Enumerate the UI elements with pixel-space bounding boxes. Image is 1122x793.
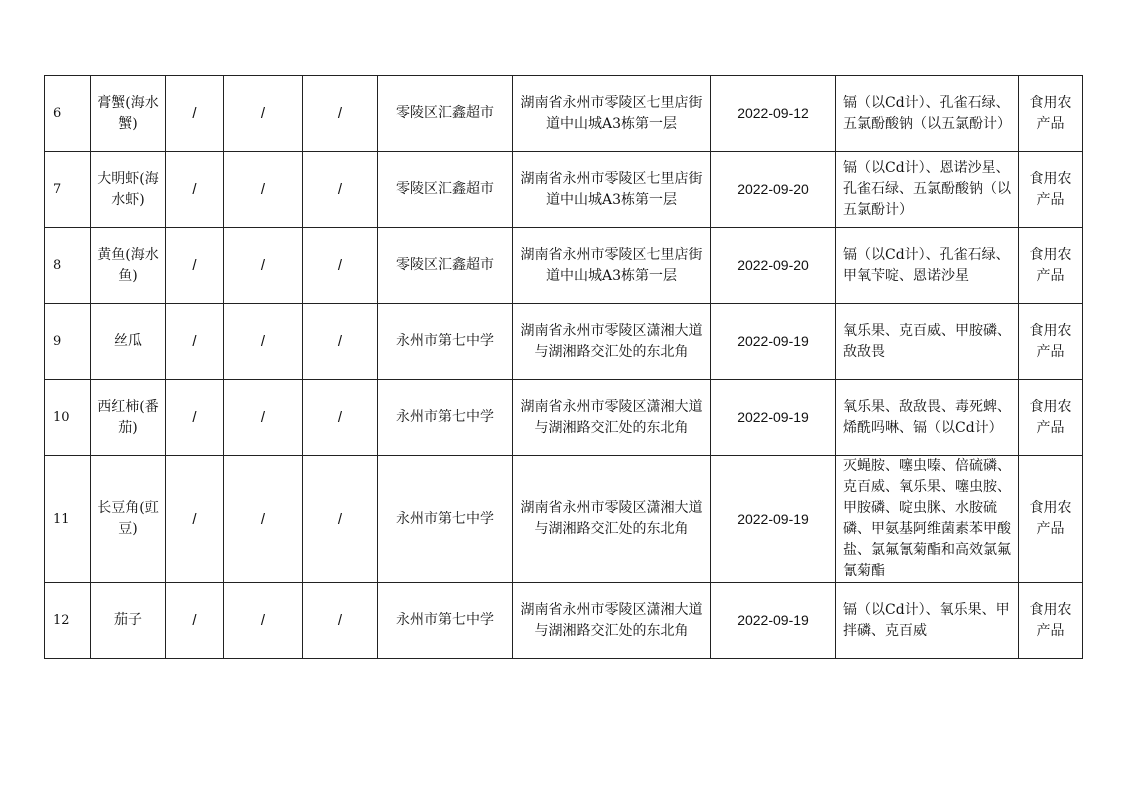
unit-address: 湖南省永州市零陵区潇湘大道与湖湘路交汇处的东北角 xyxy=(513,456,711,583)
cell-empty-marker: / xyxy=(224,304,303,380)
row-seq: 8 xyxy=(45,228,91,304)
cell-empty-marker: / xyxy=(224,380,303,456)
sample-date: 2022-09-20 xyxy=(711,152,836,228)
sample-date: 2022-09-19 xyxy=(711,456,836,583)
test-items: 镉（以Cd计）、孔雀石绿、五氯酚酸钠（以五氯酚计） xyxy=(836,76,1019,152)
food-category: 食用农产品 xyxy=(1019,583,1083,659)
food-category: 食用农产品 xyxy=(1019,380,1083,456)
table-row xyxy=(45,228,1083,304)
row-seq: 11 xyxy=(45,456,91,583)
sample-date: 2022-09-12 xyxy=(711,76,836,152)
cell-empty-marker: / xyxy=(166,304,224,380)
food-category: 食用农产品 xyxy=(1019,456,1083,583)
cell-empty-marker: / xyxy=(166,380,224,456)
table-row xyxy=(45,76,1083,152)
unit-address: 湖南省永州市零陵区潇湘大道与湖湘路交汇处的东北角 xyxy=(513,583,711,659)
row-seq: 6 xyxy=(45,76,91,152)
sampled-unit: 永州市第七中学 xyxy=(378,456,513,583)
sampled-unit: 永州市第七中学 xyxy=(378,304,513,380)
unit-address: 湖南省永州市零陵区七里店街道中山城A3栋第一层 xyxy=(513,152,711,228)
sampled-unit: 零陵区汇鑫超市 xyxy=(378,152,513,228)
sampled-unit: 永州市第七中学 xyxy=(378,380,513,456)
row-seq: 10 xyxy=(45,380,91,456)
sampled-unit: 永州市第七中学 xyxy=(378,583,513,659)
unit-address: 湖南省永州市零陵区潇湘大道与湖湘路交汇处的东北角 xyxy=(513,304,711,380)
row-seq: 9 xyxy=(45,304,91,380)
sample-name: 黄鱼(海水鱼) xyxy=(91,228,166,304)
sample-date: 2022-09-20 xyxy=(711,228,836,304)
food-category: 食用农产品 xyxy=(1019,228,1083,304)
cell-empty-marker: / xyxy=(166,76,224,152)
cell-empty-marker: / xyxy=(224,228,303,304)
cell-empty-marker: / xyxy=(303,152,378,228)
cell-empty-marker: / xyxy=(166,583,224,659)
sample-name: 大明虾(海水虾) xyxy=(91,152,166,228)
sample-name: 丝瓜 xyxy=(91,304,166,380)
table-row xyxy=(45,380,1083,456)
cell-empty-marker: / xyxy=(166,456,224,583)
food-category: 食用农产品 xyxy=(1019,76,1083,152)
sample-name: 西红柿(番茄) xyxy=(91,380,166,456)
unit-address: 湖南省永州市零陵区潇湘大道与湖湘路交汇处的东北角 xyxy=(513,380,711,456)
cell-empty-marker: / xyxy=(224,152,303,228)
table-row xyxy=(45,152,1083,228)
cell-empty-marker: / xyxy=(303,456,378,583)
row-seq: 7 xyxy=(45,152,91,228)
food-category: 食用农产品 xyxy=(1019,152,1083,228)
table-row xyxy=(45,583,1083,659)
row-seq: 12 xyxy=(45,583,91,659)
sample-name: 长豆角(豇豆) xyxy=(91,456,166,583)
test-items: 灭蝇胺、噻虫嗪、倍硫磷、克百威、氧乐果、噻虫胺、甲胺磷、啶虫脒、水胺硫磷、甲氨基阿维菌素苯甲酸盐、氯氟氰菊酯和高效氯氟氰菊酯 xyxy=(836,456,1019,583)
sampled-unit: 零陵区汇鑫超市 xyxy=(378,76,513,152)
cell-empty-marker: / xyxy=(303,583,378,659)
test-items: 镉（以Cd计）、恩诺沙星、孔雀石绿、五氯酚酸钠（以五氯酚计） xyxy=(836,152,1019,228)
sample-name: 茄子 xyxy=(91,583,166,659)
table-row xyxy=(45,304,1083,380)
cell-empty-marker: / xyxy=(303,228,378,304)
cell-empty-marker: / xyxy=(303,380,378,456)
cell-empty-marker: / xyxy=(303,76,378,152)
cell-empty-marker: / xyxy=(303,304,378,380)
table-row xyxy=(45,456,1083,583)
sample-date: 2022-09-19 xyxy=(711,304,836,380)
cell-empty-marker: / xyxy=(224,583,303,659)
sampled-unit: 零陵区汇鑫超市 xyxy=(378,228,513,304)
cell-empty-marker: / xyxy=(224,456,303,583)
unit-address: 湖南省永州市零陵区七里店街道中山城A3栋第一层 xyxy=(513,228,711,304)
sample-date: 2022-09-19 xyxy=(711,380,836,456)
inspection-table xyxy=(44,75,1083,659)
sample-date: 2022-09-19 xyxy=(711,583,836,659)
sample-name: 膏蟹(海水蟹) xyxy=(91,76,166,152)
cell-empty-marker: / xyxy=(166,152,224,228)
unit-address: 湖南省永州市零陵区七里店街道中山城A3栋第一层 xyxy=(513,76,711,152)
cell-empty-marker: / xyxy=(166,228,224,304)
test-items: 氧乐果、克百威、甲胺磷、敌敌畏 xyxy=(836,304,1019,380)
test-items: 氧乐果、敌敌畏、毒死蜱、烯酰吗啉、镉（以Cd计） xyxy=(836,380,1019,456)
test-items: 镉（以Cd计）、氧乐果、甲拌磷、克百威 xyxy=(836,583,1019,659)
test-items: 镉（以Cd计）、孔雀石绿、甲氧苄啶、恩诺沙星 xyxy=(836,228,1019,304)
cell-empty-marker: / xyxy=(224,76,303,152)
food-category: 食用农产品 xyxy=(1019,304,1083,380)
